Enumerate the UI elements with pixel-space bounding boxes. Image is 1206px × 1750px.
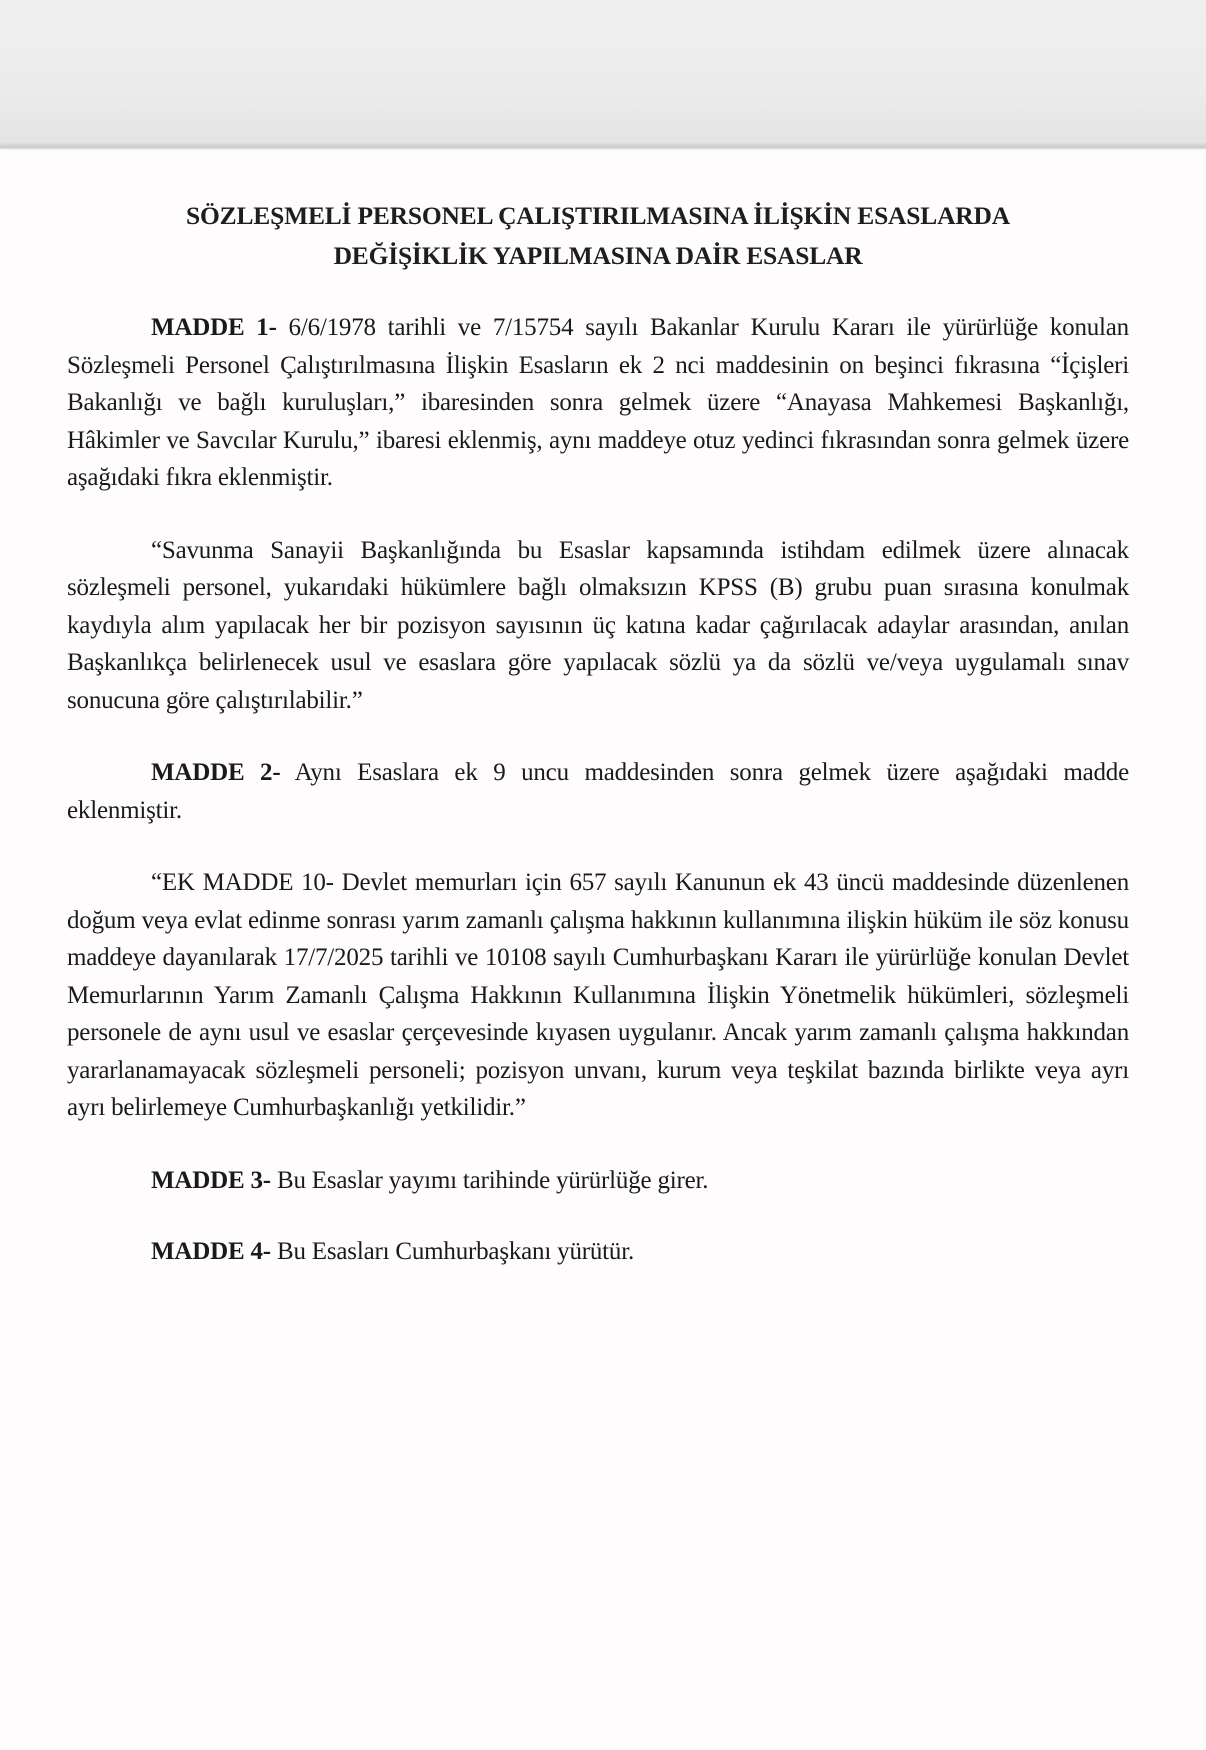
article-2-quoted-paragraph xyxy=(67,864,1129,1127)
article-1-quoted-paragraph xyxy=(67,532,1129,720)
article-1 xyxy=(67,309,1129,497)
article-text: “Savunma Sanayii Başkanlığında bu Esaslar kapsamında istihdam edilmek üzere alınacak sözleşmeli personel, yukarıdaki hükümlere bağlı olmaksızın KPSS (B) grubu puan sırasına konulmak kaydıyla alım yapılacak her bir pozisyon sayısının üç katına kadar çağırılacak adaylar arasından, anılan Başkanlıkça belirlenecek usul ve esaslara göre yapılacak sözlü ya da sözlü ve/veya uygulamalı sınav sonucuna göre çalıştırılabilir.” xyxy=(67,536,1129,714)
article-label: MADDE 1- xyxy=(151,314,277,341)
article-4 xyxy=(67,1233,1129,1271)
title-line-1: SÖZLEŞMELİ PERSONEL ÇALIŞTIRILMASINA İLİŞKİN ESASLARDA xyxy=(186,201,1010,230)
article-label: MADDE 3- xyxy=(151,1166,271,1194)
article-text: Bu Esaslar yayımı tarihinde yürürlüğe girer. xyxy=(270,1166,709,1194)
title-line-2: DEĞİŞİKLİK YAPILMASINA DAİR ESASLAR xyxy=(333,241,863,270)
article-text: Bu Esasları Cumhurbaşkanı yürütür. xyxy=(270,1238,635,1265)
article-text: “EK MADDE 10- Devlet memurları için 657 sayılı Kanunun ek 43 üncü maddesinde düzenlenen doğum veya evlat edinme sonrası yarım zamanlı çalışma hakkının kullanımına ilişkin hüküm ile söz konusu maddeye dayanılarak 17/7/2025 tarihli ve 10108 sayılı Cumhurbaşkanı Kararı ile yürürlüğe konulan Devlet Memurlarının Yarım Zamanlı Çalışma Hakkının Kullanımına İlişkin Yönetmelik hükümleri, sözleşmeli personele de aynı usul ve esaslar çerçevesinde kıyasen uygulanır. Ancak yarım zamanlı çalışma hakkından yararlanamayacak sözleşmeli personeli; pozisyon unvanı, kurum veya teşkilat bazında birlikte veya ayrı ayrı belirlemeye Cumhurbaşkanlığı yetkilidir.” xyxy=(67,869,1129,1121)
document-body xyxy=(67,196,1129,1271)
article-3 xyxy=(67,1162,1129,1200)
article-label: MADDE 2- xyxy=(151,759,281,786)
viewer-top-bar xyxy=(0,0,1206,148)
article-label: MADDE 4- xyxy=(151,1238,271,1265)
article-2 xyxy=(67,754,1129,829)
article-text: Aynı Esaslara ek 9 uncu maddesinden sonra gelmek üzere aşağıdaki madde eklenmiştir. xyxy=(67,759,1129,824)
article-text: 6/6/1978 tarihli ve 7/15754 sayılı Bakanlar Kurulu Kararı ile yürürlüğe konulan Sözleşmeli Personel Çalıştırılmasına İlişkin Esasların ek 2 nci maddesinin on beşinci fıkrasına “İçişleri Bakanlığı ve bağlı kuruluşları,” ibaresinden sonra gelmek üzere “Anayasa Mahkemesi Başkanlığı, Hâkimler ve Savcılar Kurulu,” ibaresi eklenmiş, aynı maddeye otuz yedinci fıkrasından sonra gelmek üzere aşağıdaki fıkra eklenmiştir. xyxy=(67,314,1129,491)
document-title xyxy=(67,196,1129,276)
